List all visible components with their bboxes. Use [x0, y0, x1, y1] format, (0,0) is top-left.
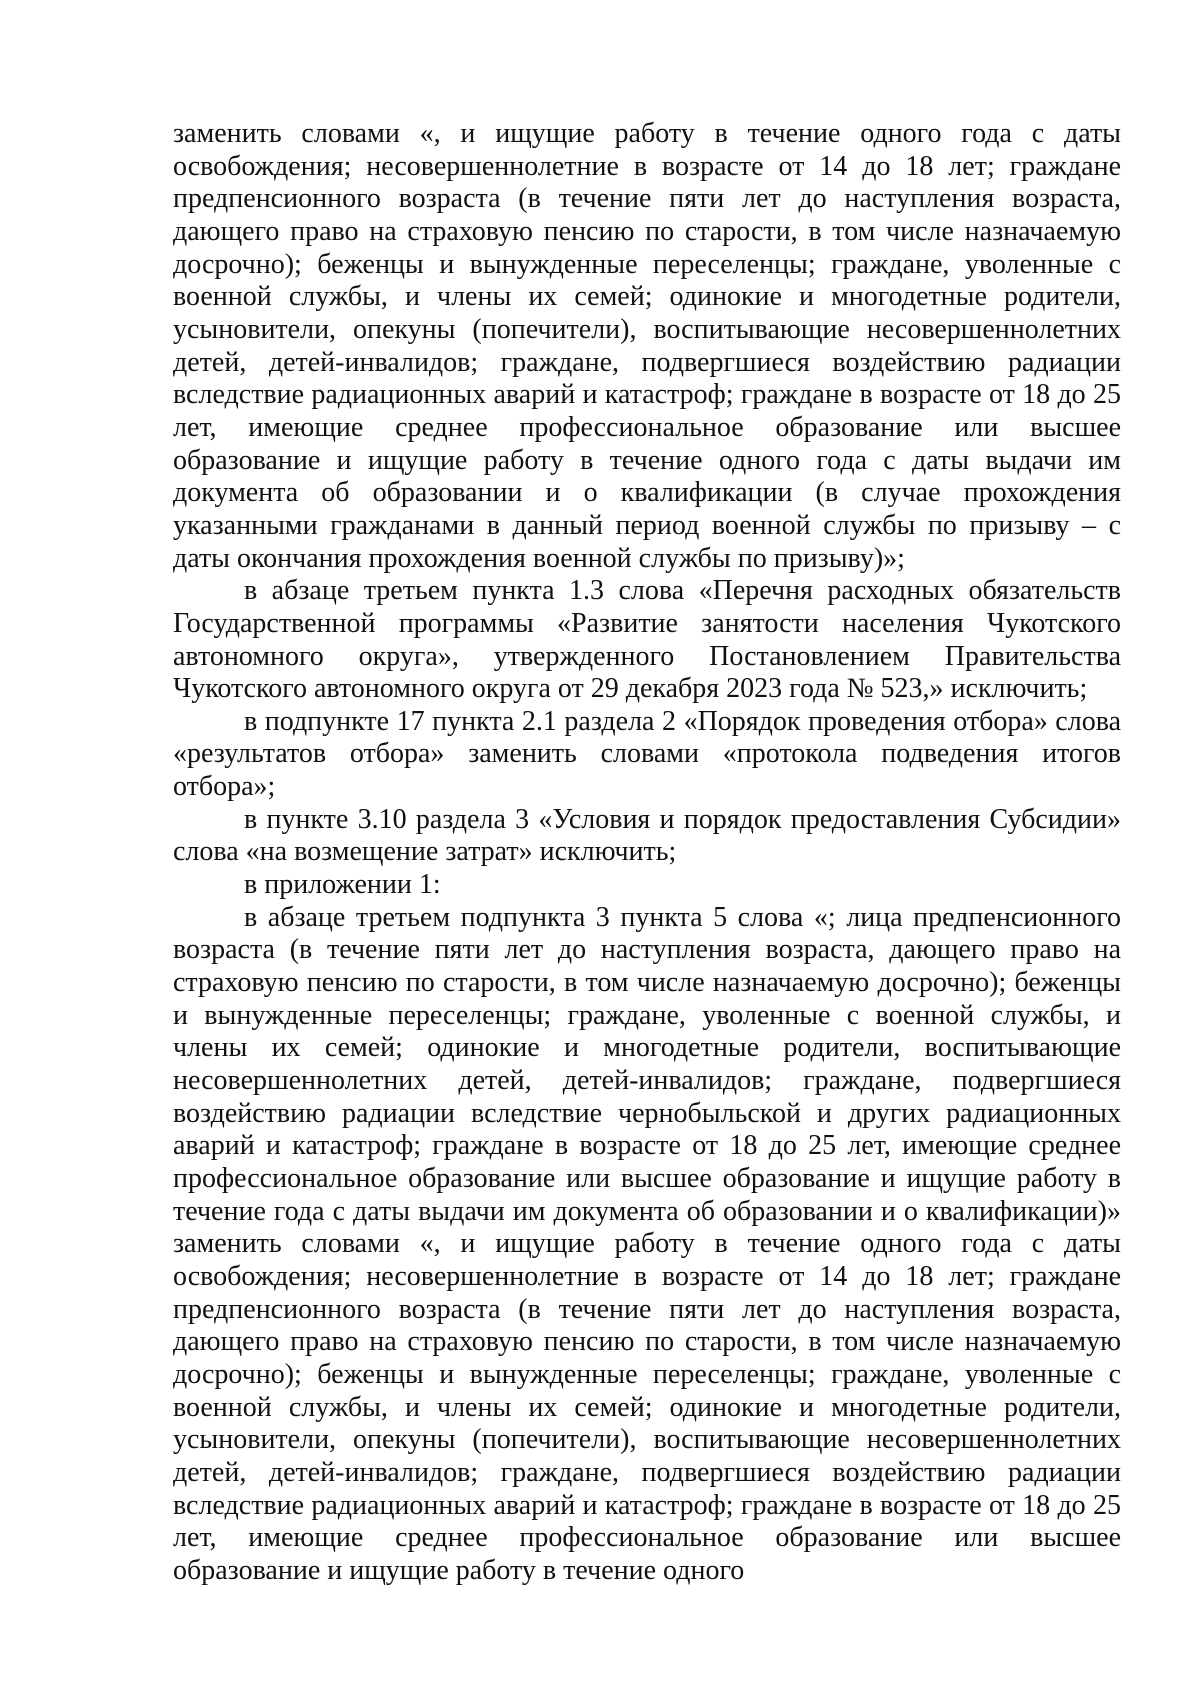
paragraph-clause-3-10: в пункте 3.10 раздела 3 «Условия и порядок предоставления Субсидии» слова «на возмещение затрат» исключить; — [173, 803, 1121, 868]
paragraph-clause-1-3: в абзаце третьем пункта 1.3 слова «Перечня расходных обязательств Государственной программы «Развитие занятости населения Чукотского автономного округа», утвержденного Постановлением Правительства Чукотского автономного округа от 29 декабря 2023 года № 523,» исключить; — [173, 575, 1121, 705]
paragraph-subclause-17: в подпункте 17 пункта 2.1 раздела 2 «Порядок проведения отбора» слова «результатов отбора» заменить словами «протокола подведения итогов отбора»; — [173, 705, 1121, 803]
paragraph-appendix-clause-5: в абзаце третьем подпункта 3 пункта 5 слова «; лица предпенсионного возраста (в течение пяти лет до наступления возраста, дающего право на страховую пенсию по старости, в том числе назначаемую досрочно); беженцы и вынужденные переселенцы; граждане, уволенные с военной службы, и члены их семей; одинокие и многодетные родители, воспитывающие несовершеннолетних детей, детей-инвалидов; граждане, подвергшиеся воздействию радиации вследствие чернобыльской и других радиационных аварий и катастроф; граждане в возрасте от 18 до 25 лет, имеющие среднее профессиональное образование или высшее образование и ищущие работу в течение года с даты выдачи им документа об образовании и о квалификации)» заменить словами «, и ищущие работу в течение одного года с даты освобождения; несовершеннолетние в возрасте от 14 до 18 лет; граждане предпенсионного возраста (в течение пяти лет до наступления возраста, дающего право на страховую пенсию по старости, в том числе назначаемую досрочно); беженцы и вынужденные переселенцы; граждане, уволенные с военной службы, и члены их семей; одинокие и многодетные родители, усыновители, опекуны (попечители), воспитывающие несовершеннолетних детей, детей-инвалидов; граждане, подвергшиеся воздействию радиации вследствие радиационных аварий и катастроф; граждане в возрасте от 18 до 25 лет, имеющие среднее профессиональное образование или высшее образование и ищущие работу в течение одного — [173, 901, 1121, 1586]
document-body — [173, 118, 1121, 1588]
paragraph-replacement-text: заменить словами «, и ищущие работу в течение одного года с даты освобождения; несовершеннолетние в возрасте от 14 до 18 лет; граждане предпенсионного возраста (в течение пяти лет до наступления возраста, дающего право на страховую пенсию по старости, в том числе назначаемую досрочно); беженцы и вынужденные переселенцы; граждане, уволенные с военной службы, и члены их семей; одинокие и многодетные родители, усыновители, опекуны (попечители), воспитывающие несовершеннолетних детей, детей-инвалидов; граждане, подвергшиеся воздействию радиации вследствие радиационных аварий и катастроф; граждане в возрасте от 18 до 25 лет, имеющие среднее профессиональное образование или высшее образование и ищущие работу в течение одного года с даты выдачи им документа об образовании и о квалификации (в случае прохождения указанными гражданами в данный период военной службы по призыву – с даты окончания прохождения военной службы по призыву)»; — [173, 118, 1121, 574]
paragraph-appendix-1: в приложении 1: — [244, 869, 441, 901]
